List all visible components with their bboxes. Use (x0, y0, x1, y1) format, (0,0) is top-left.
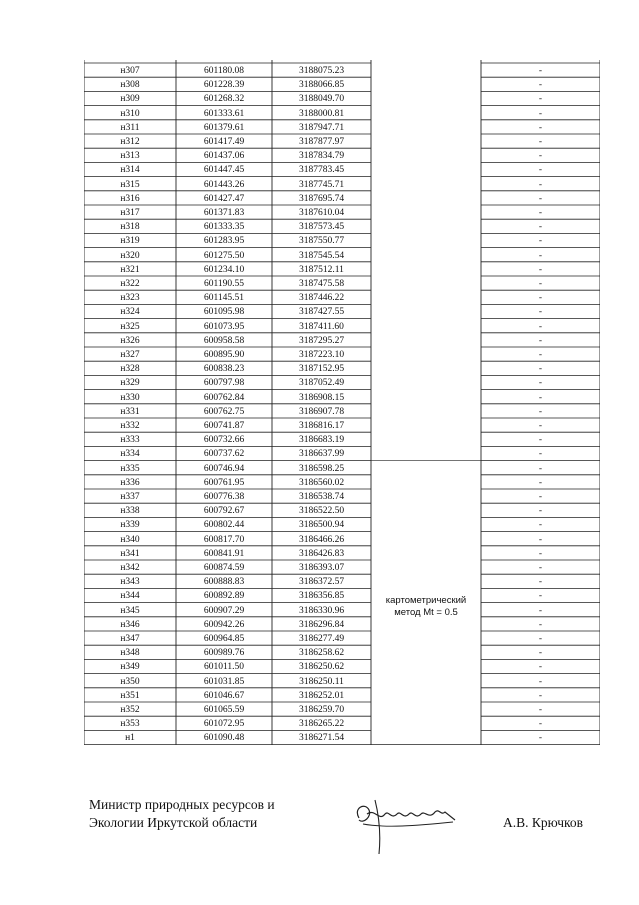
point-id-cell: н347 (120, 634, 140, 644)
y-coordinate-cell: 3186426.83 (298, 548, 345, 559)
y-coordinate-cell: 3186250.62 (298, 662, 345, 673)
error-cell: - (538, 122, 543, 133)
y-coordinate-cell: 3187295.27 (298, 335, 345, 346)
error-cell: - (538, 66, 543, 76)
point-id-cell: н313 (120, 151, 140, 162)
point-id-cell: н344 (120, 591, 140, 602)
y-coordinate-cell: 3186296.84 (298, 619, 345, 630)
x-coordinate-cell: 600797.98 (203, 378, 245, 389)
error-cell: - (538, 676, 543, 687)
x-coordinate-cell: 600776.38 (203, 492, 245, 502)
x-coordinate-cell: 601268.32 (203, 94, 245, 105)
error-cell: - (538, 94, 543, 105)
signer-position-line-1: Министр природных ресурсов и (89, 797, 275, 812)
point-id-cell: н320 (120, 250, 140, 261)
error-cell: - (538, 364, 543, 375)
x-coordinate-cell: 600964.85 (203, 634, 245, 644)
y-coordinate-cell: 3186277.49 (298, 634, 345, 644)
y-coordinate-cell: 3186907.78 (298, 406, 345, 417)
x-coordinate-cell: 600958.58 (203, 335, 245, 346)
x-coordinate-cell: 601046.67 (203, 690, 245, 701)
y-coordinate-cell: 3186598.25 (298, 463, 345, 474)
y-coordinate-cell: 3186816.17 (298, 421, 345, 431)
x-coordinate-cell: 601190.55 (203, 279, 245, 289)
point-id-cell: н322 (120, 279, 140, 289)
error-cell: - (538, 463, 543, 474)
error-cell: - (538, 506, 543, 517)
x-coordinate-cell: 601065.59 (203, 705, 245, 715)
signature-block (0, 790, 639, 860)
error-cell: - (538, 208, 543, 218)
error-cell: - (538, 222, 543, 233)
x-coordinate-cell: 600895.90 (203, 350, 245, 360)
y-coordinate-cell: 3188049.70 (298, 94, 345, 105)
error-cell: - (538, 293, 543, 304)
method-note (371, 595, 481, 619)
x-coordinate-cell: 600741.87 (203, 421, 245, 431)
point-id-cell: н348 (120, 648, 140, 659)
y-coordinate-cell: 3187834.79 (298, 151, 345, 162)
y-coordinate-cell: 3186250.11 (299, 676, 344, 687)
y-coordinate-cell: 3186372.57 (298, 577, 345, 588)
y-coordinate-cell: 3187052.49 (298, 378, 345, 389)
x-coordinate-cell: 600761.95 (203, 477, 245, 488)
error-cell: - (538, 165, 543, 176)
x-coordinate-cell: 601427.47 (203, 193, 245, 204)
x-coordinate-cell: 600892.89 (203, 591, 245, 602)
y-coordinate-cell: 3186356.85 (298, 591, 345, 602)
point-id-cell: н337 (120, 492, 140, 502)
y-coordinate-cell: 3186522.50 (298, 506, 345, 517)
y-coordinate-cell: 3187475.58 (298, 279, 345, 289)
point-id-cell: н312 (120, 137, 140, 147)
y-coordinate-cell: 3186908.15 (298, 392, 345, 403)
y-coordinate-cell: 3188000.81 (298, 108, 345, 119)
x-coordinate-cell: 600762.84 (203, 392, 245, 403)
point-id-cell: н325 (120, 321, 140, 332)
error-cell: - (538, 662, 543, 673)
error-cell: - (538, 392, 543, 403)
point-id-cell: н323 (120, 293, 140, 304)
handwritten-signature (345, 790, 465, 860)
y-coordinate-cell: 3187610.04 (298, 208, 345, 218)
x-coordinate-cell: 601333.35 (203, 222, 245, 233)
method-line-1: картометрический (385, 595, 467, 606)
error-cell: - (538, 250, 543, 261)
x-coordinate-cell: 601417.49 (203, 137, 245, 147)
point-id-cell: н315 (120, 179, 140, 190)
error-cell: - (538, 548, 543, 559)
x-coordinate-cell: 600907.29 (203, 605, 245, 616)
x-coordinate-cell: 600746.94 (203, 463, 245, 474)
point-id-cell: н338 (120, 506, 140, 517)
point-id-cell: н326 (120, 335, 140, 346)
point-id-cell: н353 (120, 719, 140, 730)
y-coordinate-cell: 3187152.95 (298, 364, 345, 375)
point-id-cell: н314 (120, 165, 140, 176)
error-cell: - (538, 733, 543, 744)
x-coordinate-cell: 601275.50 (203, 250, 245, 261)
y-coordinate-cell: 3186252.01 (298, 690, 345, 701)
error-cell: - (538, 264, 543, 275)
point-id-cell: н328 (120, 364, 140, 375)
y-coordinate-cell: 3186560.02 (298, 477, 345, 488)
point-id-cell: н317 (120, 208, 140, 218)
error-cell: - (538, 477, 543, 488)
x-coordinate-cell: 601443.26 (203, 179, 245, 190)
y-coordinate-cell: 3186259.70 (298, 705, 345, 715)
point-id-cell: н335 (120, 463, 140, 474)
x-coordinate-cell: 601447.45 (203, 165, 245, 176)
point-id-cell: н311 (120, 122, 140, 133)
error-cell: - (538, 605, 543, 616)
x-coordinate-cell: 600841.91 (203, 548, 245, 559)
error-cell: - (538, 406, 543, 417)
x-coordinate-cell: 600989.76 (203, 648, 245, 659)
point-id-cell: н321 (120, 264, 140, 275)
error-cell: - (538, 80, 543, 91)
point-id-cell: н327 (120, 350, 140, 360)
error-cell: - (538, 321, 543, 332)
y-coordinate-cell: 3187783.45 (298, 165, 345, 176)
point-id-cell: н334 (120, 449, 140, 460)
error-cell: - (538, 619, 543, 630)
error-cell: - (538, 591, 543, 602)
y-coordinate-cell: 3186466.26 (298, 534, 345, 545)
x-coordinate-cell: 601090.48 (203, 733, 245, 744)
x-coordinate-cell: 601371.83 (203, 208, 245, 218)
point-id-cell: н351 (120, 690, 140, 701)
point-id-cell: н310 (120, 108, 140, 119)
point-id-cell: н343 (120, 577, 140, 588)
y-coordinate-cell: 3187223.10 (298, 350, 345, 360)
x-coordinate-cell: 600762.75 (203, 406, 245, 417)
y-coordinate-cell: 3187550.77 (298, 236, 345, 247)
x-coordinate-cell: 600817.70 (203, 534, 245, 545)
point-id-cell: н1 (125, 733, 135, 744)
y-coordinate-cell: 3186637.99 (298, 449, 345, 460)
error-cell: - (538, 307, 543, 318)
y-coordinate-cell: 3186258.62 (298, 648, 345, 659)
y-coordinate-cell: 3186683.19 (298, 435, 345, 446)
error-cell: - (538, 151, 543, 162)
error-cell: - (538, 137, 543, 147)
error-cell: - (538, 179, 543, 190)
error-cell: - (538, 719, 543, 730)
method-line-2: метод Mt = 0.5 (394, 607, 458, 618)
y-coordinate-cell: 3187512.11 (299, 264, 344, 275)
x-coordinate-cell: 600737.62 (203, 449, 245, 460)
error-cell: - (538, 335, 543, 346)
x-coordinate-cell: 601234.10 (203, 264, 245, 275)
point-id-cell: н350 (120, 676, 140, 687)
error-cell: - (538, 108, 543, 119)
signer-position-line-2: Экологии Иркутской области (89, 815, 258, 830)
coordinates-table (84, 60, 600, 748)
point-id-cell: н345 (120, 605, 140, 616)
error-cell: - (538, 577, 543, 588)
x-coordinate-cell: 601031.85 (203, 676, 245, 687)
x-coordinate-cell: 601283.95 (203, 236, 245, 247)
y-coordinate-cell: 3187427.55 (298, 307, 345, 318)
x-coordinate-cell: 601228.39 (203, 80, 245, 91)
error-cell: - (538, 236, 543, 247)
y-coordinate-cell: 3188066.85 (298, 80, 345, 91)
y-coordinate-cell: 3186330.96 (298, 605, 345, 616)
x-coordinate-cell: 600942.26 (203, 619, 245, 630)
error-cell: - (538, 634, 543, 644)
point-id-cell: н309 (120, 94, 140, 105)
x-coordinate-cell: 601073.95 (203, 321, 245, 332)
x-coordinate-cell: 601011.50 (203, 662, 245, 673)
error-cell: - (538, 279, 543, 289)
y-coordinate-cell: 3187695.74 (298, 193, 345, 204)
point-id-cell: н336 (120, 477, 140, 488)
y-coordinate-cell: 3186393.07 (298, 563, 345, 573)
error-cell: - (538, 350, 543, 360)
y-coordinate-cell: 3187411.60 (299, 321, 344, 332)
point-id-cell: н324 (120, 307, 140, 318)
y-coordinate-cell: 3186265.22 (298, 719, 345, 730)
y-coordinate-cell: 3186500.94 (298, 520, 345, 531)
error-cell: - (538, 705, 543, 715)
x-coordinate-cell: 601095.98 (203, 307, 245, 318)
point-id-cell: н349 (120, 662, 140, 673)
x-coordinate-cell: 600888.83 (203, 577, 245, 588)
x-coordinate-cell: 600802.44 (203, 520, 245, 531)
point-id-cell: н318 (120, 222, 140, 233)
point-id-cell: н308 (120, 80, 140, 91)
x-coordinate-cell: 601180.08 (203, 66, 245, 76)
x-coordinate-cell: 600874.59 (203, 563, 245, 573)
error-cell: - (538, 690, 543, 701)
point-id-cell: н352 (120, 705, 140, 715)
y-coordinate-cell: 3188075.23 (298, 66, 345, 76)
point-id-cell: н307 (120, 66, 140, 76)
error-cell: - (538, 378, 543, 389)
x-coordinate-cell: 601145.51 (203, 293, 245, 304)
y-coordinate-cell: 3186271.54 (298, 733, 345, 744)
y-coordinate-cell: 3187446.22 (298, 293, 345, 304)
point-id-cell: н346 (120, 619, 140, 630)
x-coordinate-cell: 601437.06 (203, 151, 245, 162)
y-coordinate-cell: 3187573.45 (298, 222, 345, 233)
point-id-cell: н333 (120, 435, 140, 446)
error-cell: - (538, 435, 543, 446)
x-coordinate-cell: 600732.66 (203, 435, 245, 446)
point-id-cell: н331 (120, 406, 140, 417)
y-coordinate-cell: 3187545.54 (298, 250, 345, 261)
x-coordinate-cell: 601379.61 (203, 122, 245, 133)
point-id-cell: н341 (120, 548, 140, 559)
point-id-cell: н342 (120, 563, 140, 573)
y-coordinate-cell: 3187947.71 (298, 122, 345, 133)
error-cell: - (538, 193, 543, 204)
point-id-cell: н330 (120, 392, 140, 403)
x-coordinate-cell: 600838.23 (203, 364, 245, 375)
y-coordinate-cell: 3187745.71 (298, 179, 345, 190)
point-id-cell: н329 (120, 378, 140, 389)
x-coordinate-cell: 601072.95 (203, 719, 245, 730)
error-cell: - (538, 520, 543, 531)
y-coordinate-cell: 3186538.74 (298, 492, 345, 502)
point-id-cell: н332 (120, 421, 140, 431)
error-cell: - (538, 563, 543, 573)
point-id-cell: н319 (120, 236, 140, 247)
point-id-cell: н340 (120, 534, 140, 545)
x-coordinate-cell: 600792.67 (203, 506, 245, 517)
error-cell: - (538, 648, 543, 659)
error-cell: - (538, 421, 543, 431)
y-coordinate-cell: 3187877.97 (298, 137, 345, 147)
x-coordinate-cell: 601333.61 (203, 108, 245, 119)
signer-name: А.В. Крючков (503, 815, 583, 830)
point-id-cell: н339 (120, 520, 140, 531)
error-cell: - (538, 492, 543, 502)
point-id-cell: н316 (120, 193, 140, 204)
error-cell: - (538, 449, 543, 460)
error-cell: - (538, 534, 543, 545)
